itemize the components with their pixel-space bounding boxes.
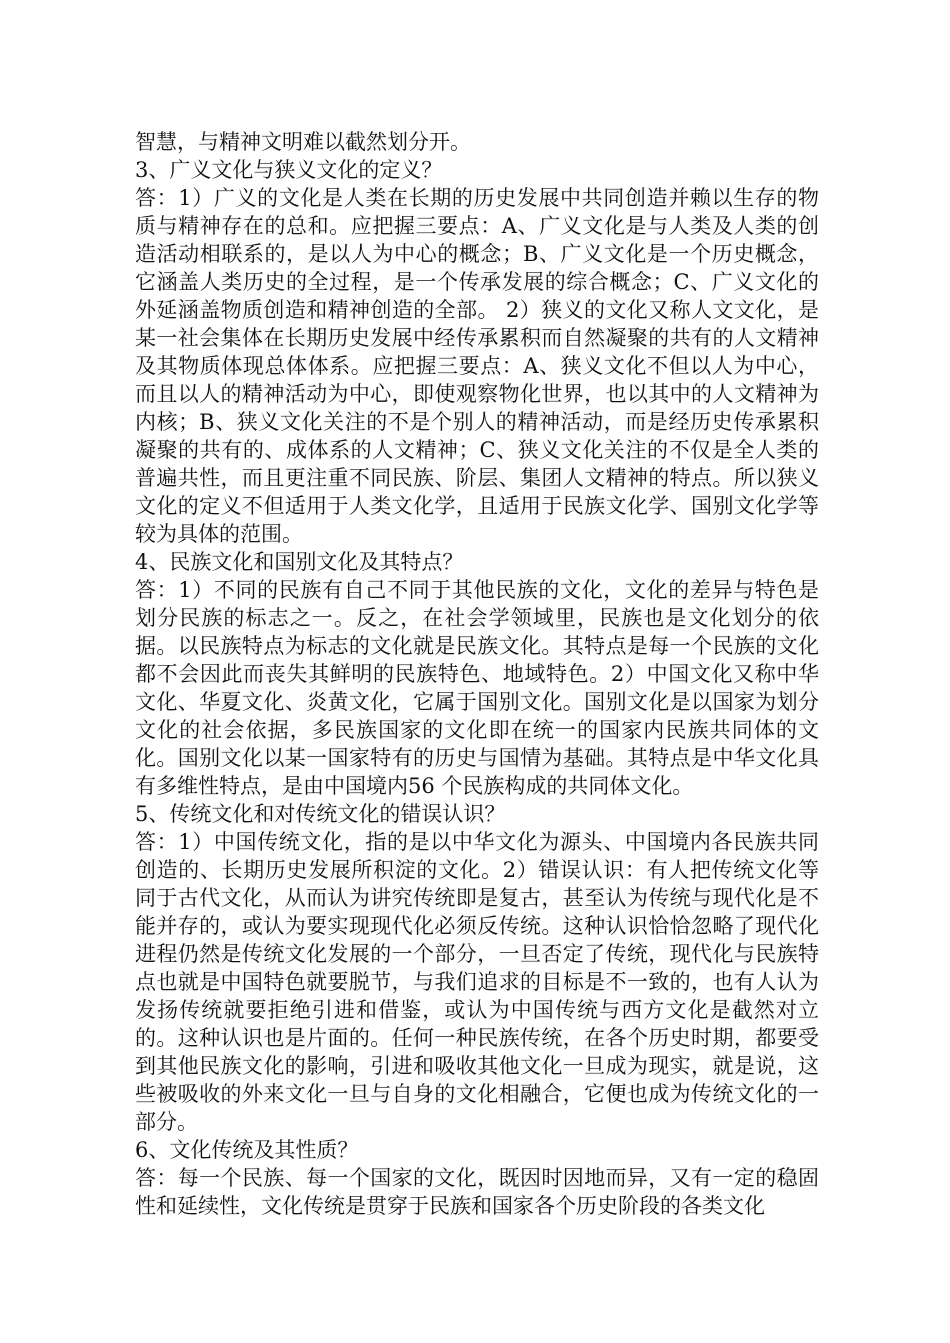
question-heading-5: 5、传统文化和对传统文化的错误认识？: [135, 802, 506, 826]
document-body: [135, 128, 819, 1220]
answer-paragraph-3: 答：1）广义的文化是人类在长期的历史发展中共同创造并赖以生存的物质与精神存在的总和。应把握三要点：A、广义文化是与人类及人类的创造活动相联系的，是以人为中心的概念；B、广义文化是一个历史概念，它涵盖人类历史的全过程，是一个传承发展的综合概念；C、广义文化的外延涵盖物质创造和精神创造的全部。 2）狭义的文化又称人文文化，是某一社会集体在长期历史发展中经传承累积而自然凝聚的共有的人文精神及其物质体现总体体系。应把握三要点：A、狭义文化不但以人为中心，而且以人的精神活动为中心，即使观察物化世界，也以其中的人文精神为内核；B、狭义文化关注的不是个别人的精神活动，而是经历史传承累积凝聚的共有的、成体系的人文精神；C、狭义文化关注的不仅是全人类的普遍共性，而且更注重不同民族、阶层、集团人文精神的特点。所以狭义文化的定义不但适用于人类文化学，且适用于民族文化学、国别文化学等较为具体的范围。: [135, 186, 819, 546]
answer-paragraph-4: 答：1）不同的民族有自己不同于其他民族的文化，文化的差异与特色是划分民族的标志之一。反之，在社会学领域里，民族也是文化划分的依据。以民族特点为标志的文化就是民族文化。其特点是每一个民族的文化都不会因此而丧失其鲜明的民族特色、地域特色。2）中国文化又称中华文化、华夏文化、炎黄文化，它属于国别文化。国别文化是以国家为划分文化的社会依据，多民族国家的文化即在统一的国家内民族共同体的文化。国别文化以某一国家特有的历史与国情为基础。其特点是中华文化具有多维性特点，是由中国境内56 个民族构成的共同体文化。: [135, 578, 819, 798]
continuation-paragraph: 智慧，与精神文明难以截然划分开。: [135, 130, 471, 154]
answer-paragraph-5: 答：1）中国传统文化，指的是以中华文化为源头、中国境内各民族共同创造的、长期历史发展所积淀的文化。2）错误认识：有人把传统文化等同于古代文化，从而认为讲究传统即是复古，甚至认为传统与现代化是不能并存的，或认为要实现现代化必须反传统。这种认识恰恰忽略了现代化进程仍然是传统文化发展的一个部分，一旦否定了传统，现代化与民族特点也就是中国特色就要脱节，与我们追求的目标是不一致的，也有人认为发扬传统就要拒绝引进和借鉴，或认为中国传统与西方文化是截然对立的。这种认识也是片面的。任何一种民族传统，在各个历史时期，都要受到其他民族文化的影响，引进和吸收其他文化一旦成为现实，就是说，这些被吸收的外来文化一旦与自身的文化相融合，它便也成为传统文化的一部分。: [135, 830, 819, 1134]
question-heading-4: 4、民族文化和国别文化及其特点？: [135, 550, 464, 574]
answer-paragraph-6: 答：每一个民族、每一个国家的文化，既因时因地而异，又有一定的稳固性和延续性，文化传统是贯穿于民族和国家各个历史阶段的各类文化: [135, 1166, 819, 1218]
question-heading-3: 3、广义文化与狭义文化的定义？: [135, 158, 443, 182]
question-heading-6: 6、文化传统及其性质？: [135, 1138, 359, 1162]
